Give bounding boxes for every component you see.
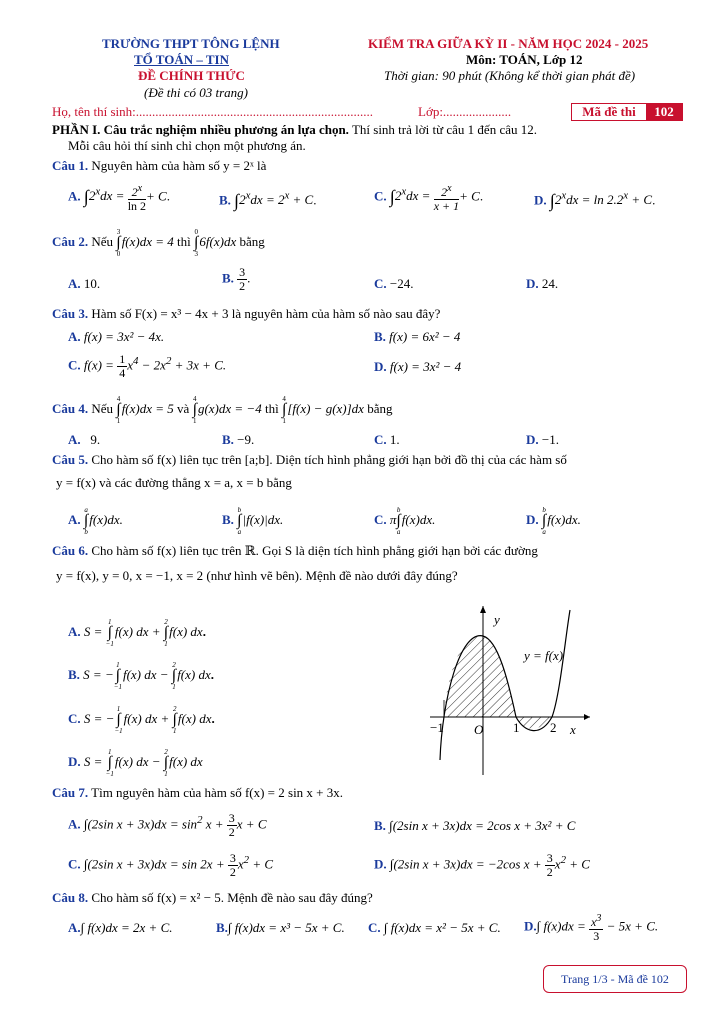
option-text: 1.: [389, 432, 400, 447]
option-text: −9.: [237, 432, 255, 447]
option-letter: D.: [68, 753, 81, 769]
q4-option-b[interactable]: [222, 432, 254, 448]
q8-option-c[interactable]: [368, 920, 501, 936]
question-label: Câu 2.: [52, 233, 89, 249]
option-letter: B.: [222, 432, 234, 447]
question-text: bằng: [239, 233, 265, 249]
question-6-line-2: y = f(x), y = 0, x = −1, x = 2 (như hình vẽ bên). Mệnh đề nào dưới đây đúng?: [56, 568, 458, 583]
question-6: [52, 543, 538, 559]
x-axis-label: x: [570, 722, 576, 737]
q1-option-c[interactable]: C. $\int 2^xdx$ = $\frac{2^x}{x + 1}$ + C.: [374, 183, 484, 213]
question-label: Câu 1.: [52, 158, 89, 173]
question-text: và: [177, 400, 190, 416]
student-name-field: Họ, tên thí sinh:.........................................................................: [52, 104, 374, 119]
option-letter: B.: [68, 666, 80, 682]
question-2: Câu 2. Nếu 3 ∫ 0 f(x)dx = 4 thì 0 ∫ 3 6f(x)dx bằng: [52, 228, 265, 258]
department: TỔ TOÁN – TIN: [134, 52, 230, 67]
official-label: ĐỀ CHÍNH THỨC: [138, 68, 245, 83]
q1-option-a[interactable]: A. $\int 2^xdx$ = $\frac{2^x}{\ln 2}$ + C.: [68, 183, 170, 213]
q4-option-c[interactable]: [374, 432, 400, 448]
q7-option-d[interactable]: D. ∫(2sin x + 3x)dx = −2cos x + $\frac{3}{2}$ $x^2 + C$: [374, 851, 590, 879]
part-instruction: Thí sinh trả lời từ câu 1 đến câu 12.: [348, 122, 537, 137]
q3-option-b[interactable]: [374, 329, 460, 345]
question-text: Nguyên hàm của hàm số y = 2ˣ là: [91, 158, 267, 173]
shaded-area-positive: [444, 635, 516, 717]
y-axis-label: y: [494, 612, 500, 627]
x-axis-arrow: [584, 714, 590, 720]
question-text: thì: [264, 400, 279, 416]
part-title: PHẦN I. Câu trắc nghiệm nhiều phương án lựa chọn.: [52, 122, 349, 137]
question-text: Hàm số F(x) = x³ − 4x + 3 là nguyên hàm của hàm số nào sau đây?: [91, 306, 441, 321]
q8-option-d[interactable]: D.∫ f(x)dx = $\frac{x^3}{3}$ − 5x + C.: [524, 913, 659, 943]
option-letter: D.: [374, 359, 387, 374]
option-text: 24.: [541, 276, 559, 291]
question-text: Nếu: [91, 400, 114, 416]
question-label: Câu 4.: [52, 400, 89, 416]
option-letter: D.: [534, 192, 547, 208]
question-label: Câu 5.: [52, 452, 89, 467]
option-letter: D.: [526, 276, 539, 291]
q3-option-c[interactable]: C. f(x) = $\frac{1}{4}$ $x^4 - 2x^2 + 3x + C$.: [68, 352, 227, 380]
option-text: ∫ f(x)dx = x³ − 5x + C.: [227, 920, 345, 935]
q5-option-c[interactable]: C. π b ∫ a f(x)dx.: [374, 506, 436, 536]
pages-note: (Đề thi có 03 trang): [144, 85, 248, 100]
q8-option-b[interactable]: [216, 920, 345, 936]
question-label: Câu 3.: [52, 306, 89, 321]
option-letter: A.: [68, 432, 81, 447]
exam-code-value: 102: [646, 104, 682, 120]
subject: Môn: TOÁN, Lớp 12: [466, 52, 583, 67]
option-text: −1.: [541, 432, 559, 447]
q8-option-a[interactable]: [68, 920, 173, 936]
option-letter: A.: [68, 188, 81, 204]
option-letter: A.: [68, 816, 81, 832]
shaded-area-negative: [516, 717, 552, 729]
q5-option-a[interactable]: A. a ∫ b f(x)dx.: [68, 506, 123, 536]
option-letter: A.: [68, 920, 81, 935]
part-heading: [52, 122, 537, 138]
question-label: Câu 6.: [52, 543, 89, 558]
option-letter: C.: [374, 511, 387, 527]
option-letter: A.: [68, 511, 81, 527]
option-letter: D.: [526, 432, 539, 447]
q1-option-b[interactable]: B. $\int 2^xdx = 2^x + C$.: [219, 190, 317, 211]
option-letter: C.: [68, 357, 81, 373]
q5-option-b[interactable]: B. b ∫ a |f(x)|dx.: [222, 506, 284, 536]
curve-label: y = f(x): [524, 648, 564, 663]
question-text: Nếu: [91, 233, 114, 249]
option-letter: B.: [216, 920, 228, 935]
question-3: [52, 306, 440, 322]
question-label: Câu 8.: [52, 890, 89, 905]
option-text: f(x) = 3x² − 4x.: [83, 329, 165, 344]
tick-label-2: 2: [550, 720, 557, 735]
q6-option-d[interactable]: D. S = 1 ∫ −1 f(x) dx − 2 ∫ 1 f(x) dx: [68, 748, 203, 778]
question-5: [52, 452, 567, 468]
option-letter: D.: [526, 511, 539, 527]
question-4: Câu 4. Nếu 4 ∫ 1 f(x)dx = 5 và 4 ∫ 1 g(x)dx = −4 thì 4 ∫ 1 [f(x) − g(x)]dx bằng: [52, 395, 393, 425]
question-1: [52, 158, 266, 174]
option-letter: B.: [219, 192, 231, 208]
q6-option-a[interactable]: A. S = 1 ∫ −1 f(x) dx + 2 ∫ 1 f(x) dx.: [68, 618, 206, 648]
option-letter: C.: [368, 920, 381, 935]
q2-option-a[interactable]: [68, 276, 100, 292]
option-letter: B.: [374, 329, 386, 344]
option-text: −24.: [389, 276, 414, 291]
page-footer: Trang 1/3 - Mã đề 102: [543, 965, 687, 993]
option-letter: B.: [222, 511, 234, 527]
q2-option-b[interactable]: B. $\frac{3}{2}$ .: [222, 265, 251, 293]
option-text: f(x) = 6x² − 4: [389, 329, 461, 344]
option-letter: B.: [374, 818, 386, 833]
origin-label: O: [474, 722, 484, 737]
question-8: [52, 890, 373, 906]
option-letter: B.: [222, 270, 234, 286]
option-text: ∫ f(x)dx = x² − 5x + C.: [383, 920, 501, 935]
school-name: TRƯỜNG THPT TÔNG LỆNH: [102, 36, 280, 51]
question-text: bằng: [367, 400, 393, 416]
y-axis-arrow: [480, 606, 486, 613]
part-instruction-2: Mỗi câu hỏi thí sinh chỉ chọn một phương án.: [68, 138, 306, 153]
q5-option-d[interactable]: D. b ∫ a f(x)dx.: [526, 506, 581, 536]
question-text: Cho hàm số f(x) liên tục trên [a;b]. Diện tích hình phẳng giới hạn bởi đồ thị của các hàm số: [91, 452, 567, 467]
option-text: ∫(2sin x + 3x)dx = 2cos x + 3x² + C: [389, 818, 576, 833]
student-class-field: Lớp:.....................: [418, 104, 512, 119]
question-5-line-2: y = f(x) và các đường thẳng x = a, x = b bằng: [56, 475, 292, 490]
option-text: f(x) = 3x² − 4: [389, 359, 462, 374]
q6-option-b[interactable]: B. S = − 1 ∫ −1 f(x) dx − 2 ∫ 1 f(x) dx.: [68, 661, 214, 691]
exam-time: Thời gian: 90 phút (Không kể thời gian phát đề): [384, 68, 636, 83]
q7-option-a[interactable]: A. ∫(2sin $x + 3x)dx = \sin^2 x$ + $\frac{3}{2}$ x + C: [68, 811, 267, 839]
question-7: [52, 785, 343, 801]
option-letter: D.: [374, 856, 387, 872]
option-text: ∫ f(x)dx = 2x + C.: [80, 920, 173, 935]
option-letter: A.: [68, 623, 81, 639]
q3-option-d[interactable]: [374, 359, 461, 375]
question-text: thì: [177, 233, 191, 249]
q2-option-c[interactable]: [374, 276, 413, 292]
option-letter: A.: [68, 329, 81, 344]
option-letter: C.: [68, 710, 81, 726]
tick-label-1: 1: [513, 720, 520, 735]
q7-option-b[interactable]: [374, 818, 575, 834]
option-letter: C.: [374, 188, 387, 204]
q4-option-a[interactable]: [68, 432, 100, 448]
option-text: 10.: [83, 276, 101, 291]
exam-title: KIỂM TRA GIỮA KỲ II - NĂM HỌC 2024 - 2025: [368, 36, 649, 51]
option-letter: A.: [68, 276, 81, 291]
function-graph: [420, 600, 600, 780]
q1-option-d[interactable]: D. $\int 2^xdx = \ln 2.2^x + C$.: [534, 190, 656, 211]
q7-option-c[interactable]: C. ∫(2sin x + 3x)dx = sin 2x + $\frac{3}{2}$ $x^2 + C$: [68, 851, 274, 879]
question-text: Cho hàm số f(x) = x² − 5. Mệnh đề nào sau đây đúng?: [91, 890, 373, 905]
question-text: Tìm nguyên hàm của hàm số f(x) = 2 sin x + 3x.: [91, 785, 344, 800]
q4-option-d[interactable]: [526, 432, 559, 448]
tick-label-neg1: −1: [430, 720, 444, 735]
question-label: Câu 7.: [52, 785, 89, 800]
q6-option-c[interactable]: C. S = − 1 ∫ −1 f(x) dx + 2 ∫ 1 f(x) dx.: [68, 705, 215, 735]
question-text: Cho hàm số f(x) liên tục trên ℝ. Gọi S là diện tích hình phẳng giới hạn bởi các đường: [91, 543, 538, 558]
option-letter: D.: [524, 918, 537, 934]
option-text: 9.: [90, 432, 101, 447]
option-letter: C.: [68, 856, 81, 872]
option-letter: C.: [374, 276, 387, 291]
option-letter: C.: [374, 432, 387, 447]
exam-code-box: [571, 103, 683, 121]
q2-option-d[interactable]: [526, 276, 558, 292]
q3-option-a[interactable]: [68, 329, 164, 345]
exam-code-label: Mã đề thi: [582, 104, 636, 119]
